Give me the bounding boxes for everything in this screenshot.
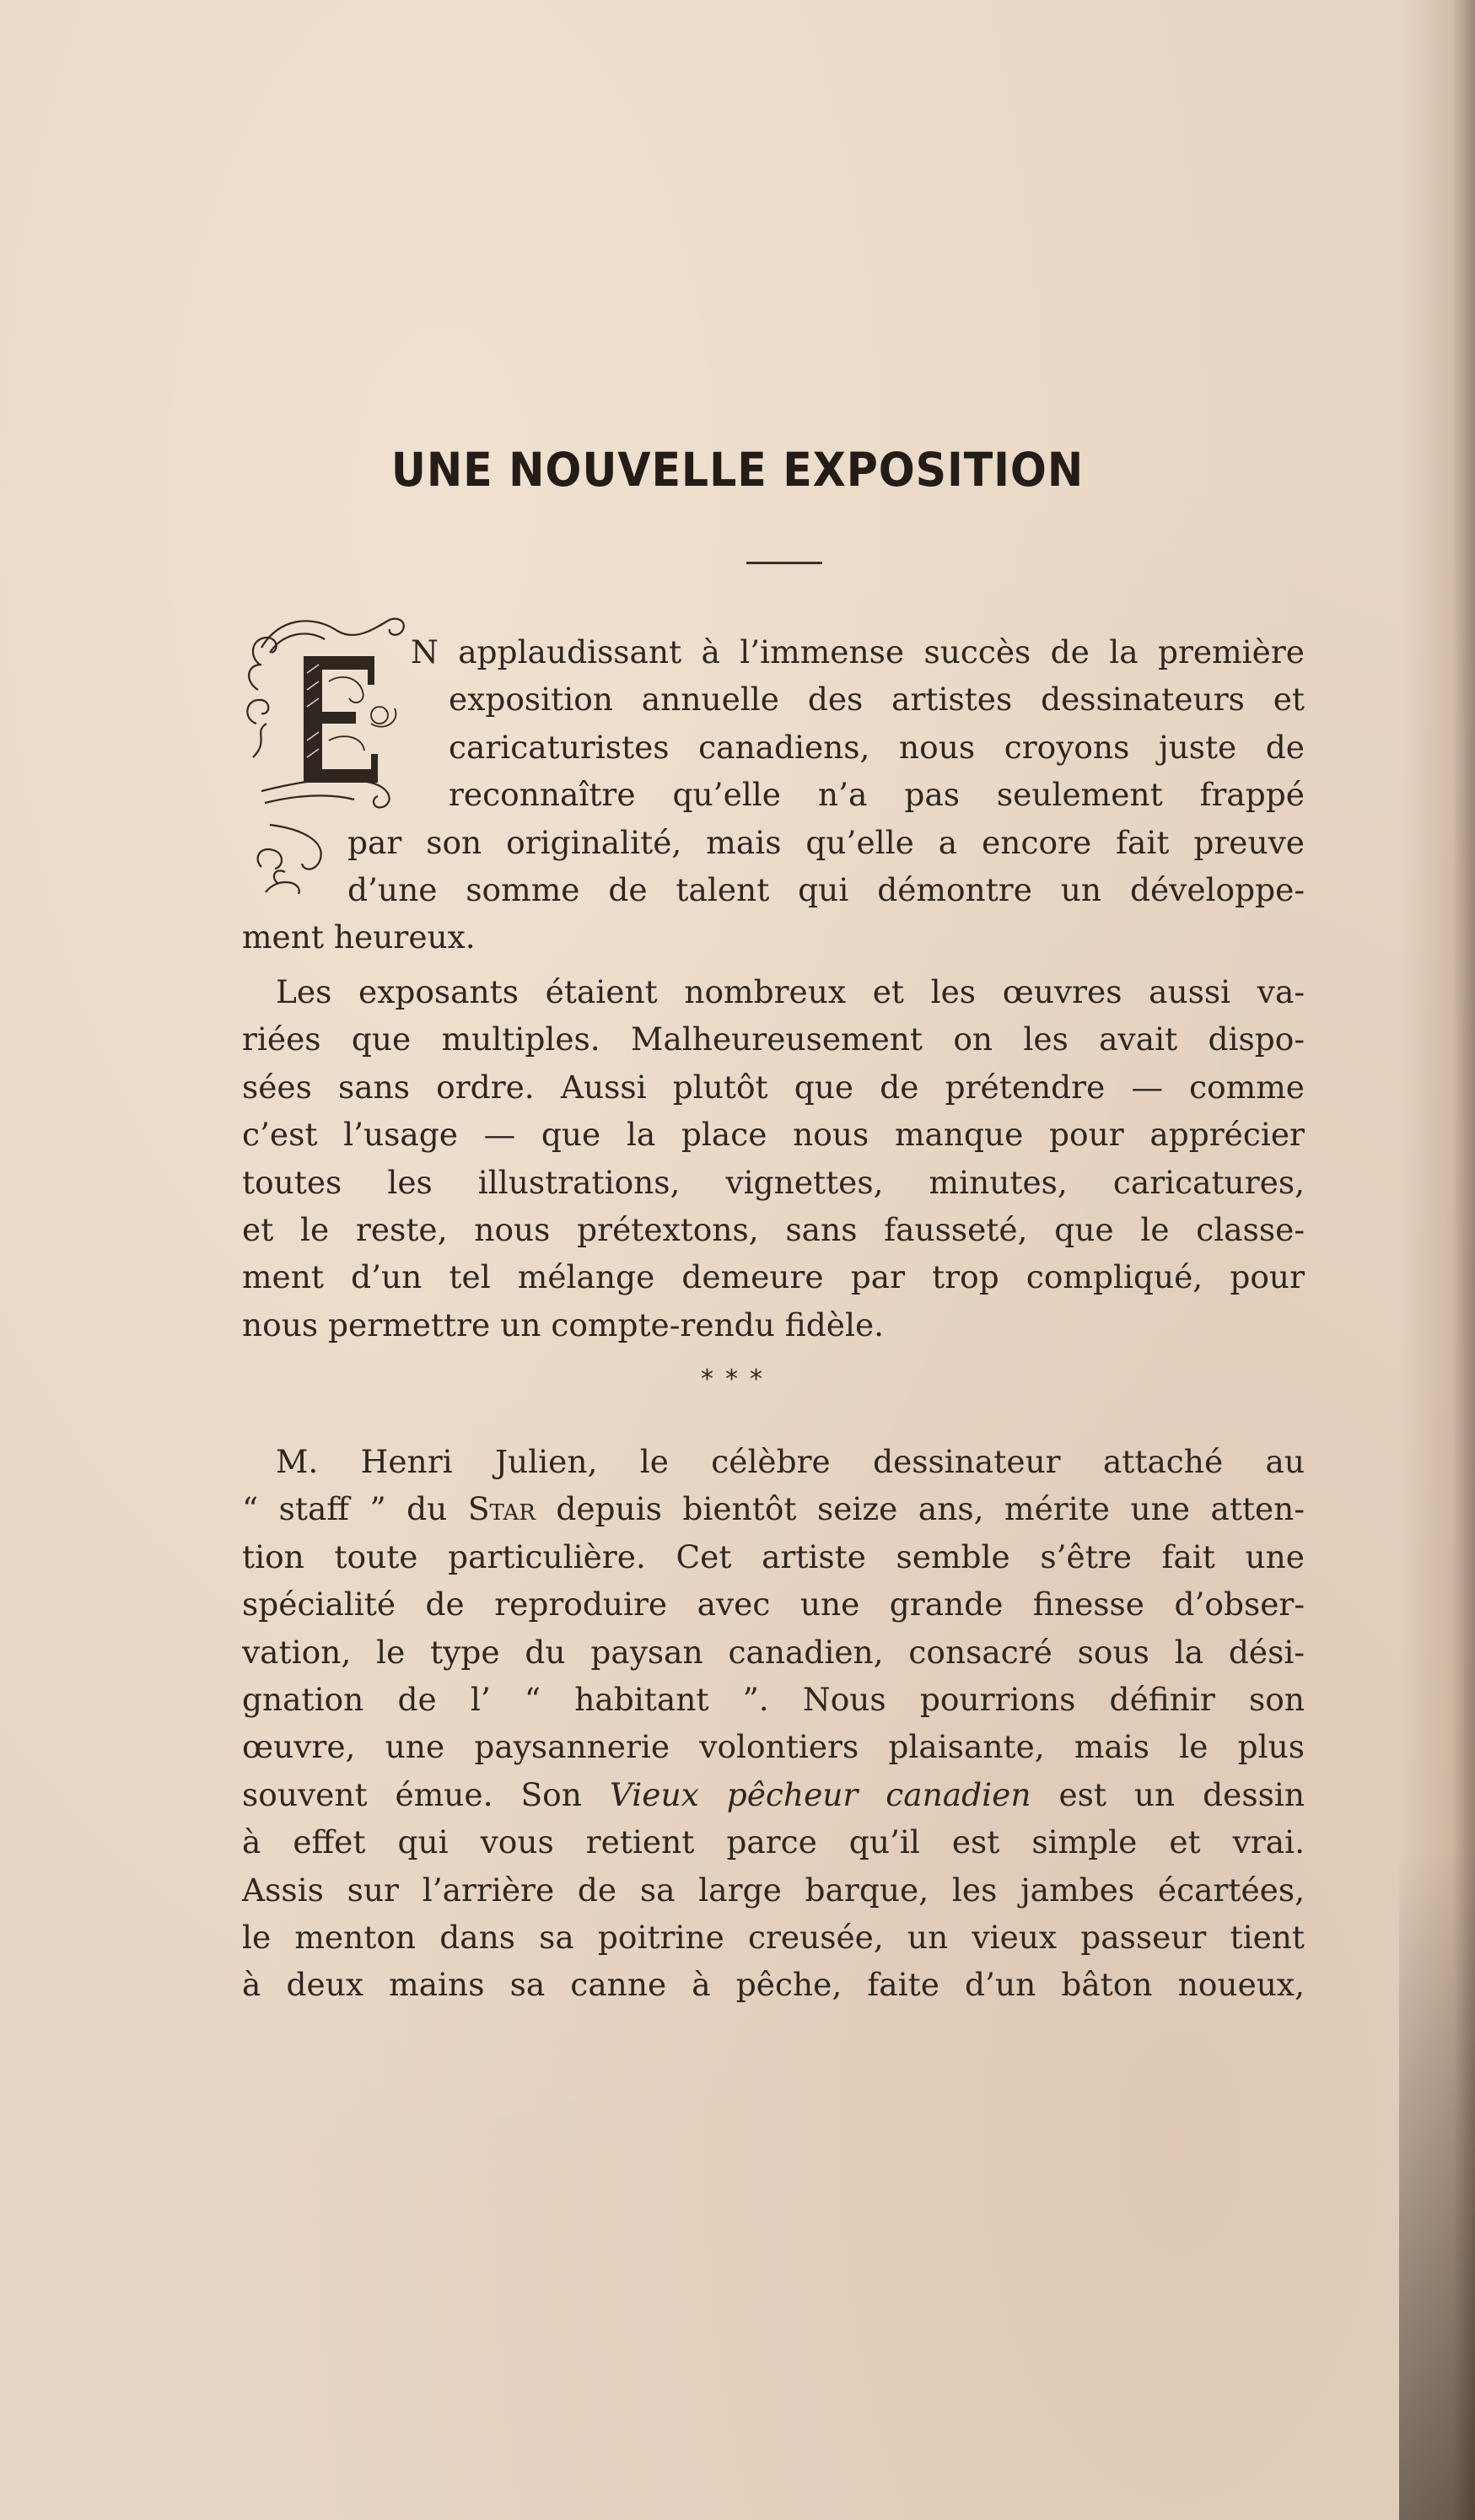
text-line: d’une somme de talent qui démontre un développe-: [347, 870, 1305, 908]
text-line: Les exposants étaient nombreux et les œuvres aussi va-: [276, 973, 1305, 1010]
text-line: et le reste, nous prétextons, sans fausseté, que le classe-: [242, 1210, 1305, 1248]
text-line: [242, 1771, 1305, 1818]
paragraph-3: [242, 1438, 1305, 2009]
paragraph-1: [242, 628, 1305, 961]
page-corner-shadow: [1399, 1845, 1475, 2520]
text-line: sées sans ordre. Aussi plutôt que de prétendre — comme: [242, 1068, 1305, 1106]
text-line: riées que multiples. Malheureusement on les avait dispo-: [242, 1020, 1305, 1058]
newspaper-name: Star: [467, 1490, 536, 1528]
text-line: c’est l’usage — que la place nous manque pour apprécier: [242, 1116, 1305, 1154]
text-line: à effet qui vous retient parce qu’il est simple et vrai.: [242, 1823, 1305, 1861]
text-line: caricaturistes canadiens, nous croyons juste de: [449, 728, 1305, 766]
text-fragment: souvent émue. Son: [242, 1775, 610, 1813]
text-line: [242, 1485, 1305, 1532]
section-separator: ***: [701, 1365, 774, 1394]
text-line: ment d’un tel mélange demeure par trop compliqué, pour: [242, 1258, 1305, 1296]
text-line: M. Henri Julien, le célèbre dessinateur attaché au: [276, 1443, 1305, 1480]
text-line: le menton dans sa poitrine creusée, un vieux passeur tient: [242, 1918, 1305, 1956]
text-fragment: est un dessin: [1031, 1775, 1305, 1813]
text-line: toutes les illustrations, vignettes, minutes, caricatures,: [242, 1163, 1305, 1201]
page-title: UNE NOUVELLE EXPOSITION: [390, 443, 1085, 497]
text-line: œuvre, une paysannerie volontiers plaisante, mais le plus: [242, 1728, 1305, 1766]
text-line: N applaudissant à l’immense succès de la première: [411, 633, 1305, 670]
text-line: Assis sur l’arrière de sa large barque, les jambes écartées,: [242, 1871, 1305, 1909]
text-line: gnation de l’ “ habitant ”. Nous pourrions définir son: [242, 1680, 1305, 1718]
text-line: à deux mains sa canne à pêche, faite d’un bâton noueux,: [242, 1966, 1305, 2004]
text-line: reconnaître qu’elle n’a pas seulement frappé: [449, 776, 1305, 814]
text-fragment: “ staff ” du: [242, 1490, 468, 1528]
text-line: spécialité de reproduire avec une grande finesse d’obser-: [242, 1586, 1305, 1623]
text-line: tion toute particulière. Cet artiste semble s’être fait une: [242, 1537, 1305, 1575]
artwork-title: Vieux pêcheur canadien: [609, 1775, 1031, 1813]
paragraph-2: [242, 968, 1305, 1349]
text-line: nous permettre un compte-rendu fidèle.: [242, 1306, 885, 1343]
text-line: par son originalité, mais qu’elle a encore fait preuve: [347, 823, 1305, 861]
title-divider: [746, 562, 822, 564]
text-line: ment heureux.: [242, 918, 476, 956]
text-line: vation, le type du paysan canadien, consacré sous la dési-: [242, 1633, 1305, 1671]
text-fragment: depuis bientôt seize ans, mérite une atten-: [535, 1490, 1305, 1528]
text-line: exposition annuelle des artistes dessinateurs et: [449, 681, 1305, 719]
